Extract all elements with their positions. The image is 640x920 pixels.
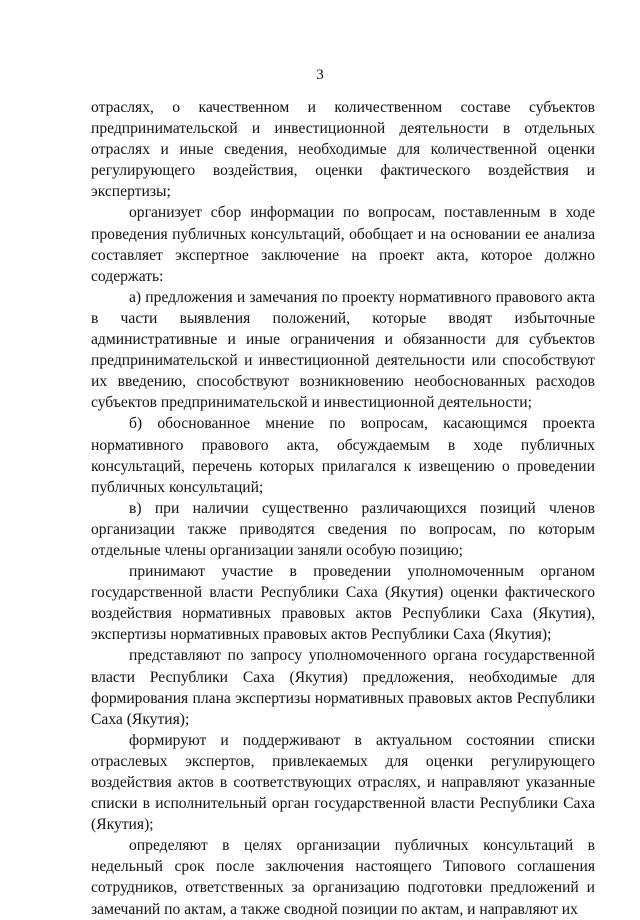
document-body (91, 97, 595, 920)
paragraph-expert-lists: формируют и поддерживают в актуальном состоянии списки отраслевых экспертов, привлекаемых для оценки регулирующего воздействия актов в соответствующих отраслях, и направляют указанные списки в исполнительный орган государственной власти Республики Саха (Якутия); (91, 731, 595, 834)
paragraph-item-v: в) при наличии существенно различающихся позиций членов организации также приводятся сведения по вопросам, по которым отдельные члены организации заняли особую позицию; (91, 499, 595, 559)
paragraph-item-a: а) предложения и замечания по проекту нормативного правового акта в части выявления положений, которые вводят избыточные административные и иные ограничения и обязанности для субъектов предпринимательской и инвестиционной деятельности или способствуют их введению, способствуют возникновению необоснованных расходов субъектов предпринимательской и инвестиционной деятельности; (91, 288, 595, 412)
paragraph-participate: принимают участие в проведении уполномоченным органом государственной власти Республики Саха (Якутия) оценки фактического воздействия нормативных правовых актов Республики Саха (Якутия), экспертизы нормативных правовых актов Республики Саха (Якутия); (91, 563, 595, 644)
paragraph-sectors-info: отраслях, о качественном и количественном составе субъектов предпринимательской и инвестиционной деятельности в отдельных отраслях и иные сведения, необходимые для количественной оценки регулирующего воздействия, оценки фактического воздействия и экспертизы; (91, 99, 595, 201)
paragraph-item-b: б) обоснованное мнение по вопросам, касающимся проекта нормативного правового акта, обсуждаемым в ходе публичных консультаций, перечень которых прилагался к извещению о проведении публичных консультаций; (91, 415, 595, 496)
paragraph-designate-staff: определяют в целях организации публичных консультаций в недельный срок после заключения настоящего Типового соглашения сотрудников, ответственных за организацию подготовки предложений и замечаний по актам, а также сводной позиции по актам, и направляют их (91, 837, 595, 918)
paragraph-submit-proposals: представляют по запросу уполномоченного органа государственной власти Республики Саха (Якутия) предложения, необходимые для формирования плана экспертизы нормативных правовых актов Республики Саха (Якутия); (91, 647, 595, 728)
paragraph-collects-information: организует сбор информации по вопросам, поставленным в ходе проведения публичных консультаций, обобщает и на основании ее анализа составляет экспертное заключение на проект акта, которое должно содержать: (91, 204, 595, 285)
page-number: 3 (316, 67, 324, 83)
